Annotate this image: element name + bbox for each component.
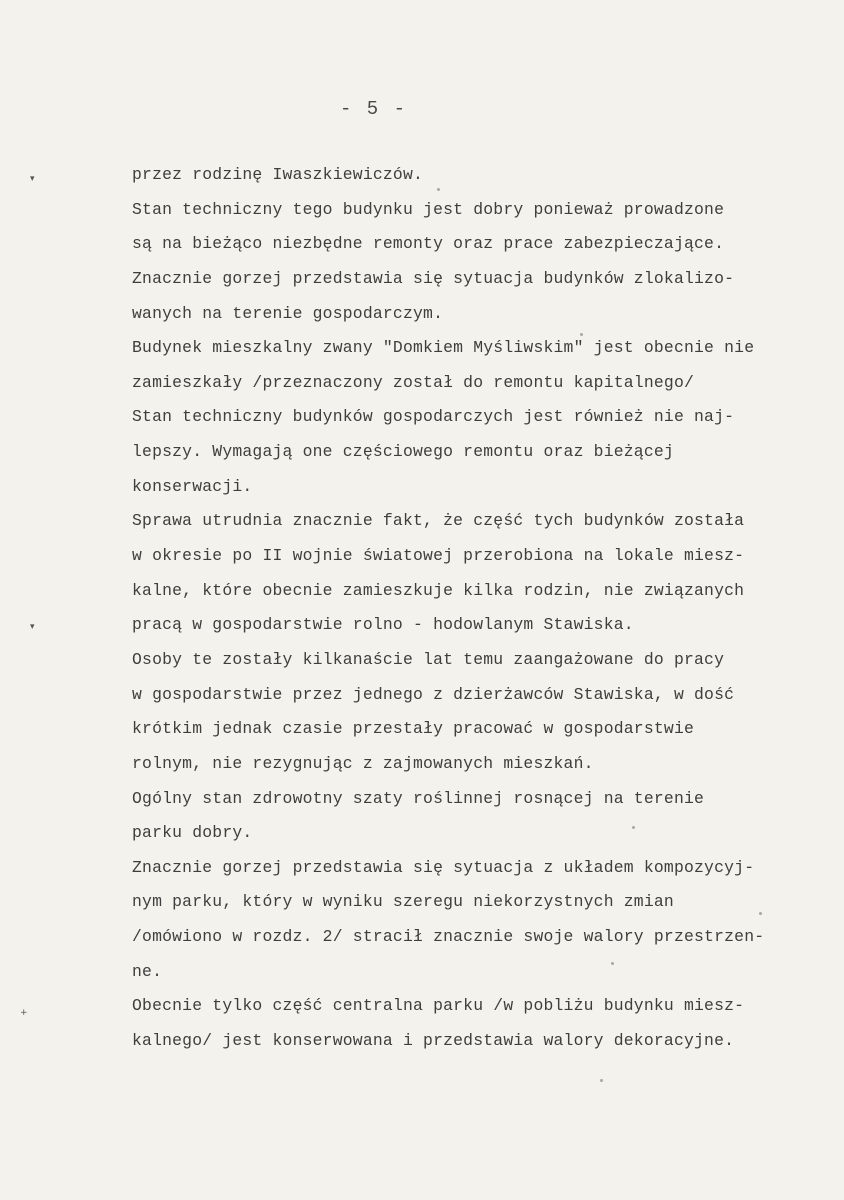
page-number: - 5 - bbox=[340, 98, 408, 120]
margin-mark: ▾ bbox=[30, 174, 35, 184]
text-line: nym parku, który w wyniku szeregu niekorzystnych zmian bbox=[132, 892, 674, 912]
speck bbox=[600, 1079, 603, 1082]
text-line: konserwacji. bbox=[132, 476, 253, 496]
text-line: Osoby te zostały kilkanaście lat temu zaangażowane do pracy bbox=[132, 649, 725, 669]
text-line: kalne, które obecnie zamieszkuje kilka rodzin, nie związanych bbox=[132, 580, 745, 600]
text-line: Znacznie gorzej przedstawia się sytuacja budynków zlokalizo- bbox=[132, 268, 735, 288]
text-line: kalnego/ jest konserwowana i przedstawia walory dekoracyjne. bbox=[132, 1031, 735, 1051]
text-line: Stan techniczny tego budynku jest dobry ponieważ prowadzone bbox=[132, 199, 725, 219]
text-line: ne. bbox=[132, 961, 163, 981]
text-line: zamieszkały /przeznaczony został do remontu kapitalnego/ bbox=[132, 372, 695, 392]
text-line: w okresie po II wojnie światowej przerobiona na lokale miesz- bbox=[132, 546, 745, 566]
text-line: Ogólny stan zdrowotny szaty roślinnej rosnącej na terenie bbox=[132, 788, 705, 808]
text-line: parku dobry. bbox=[132, 823, 253, 843]
text-line: przez rodzinę Iwaszkiewiczów. bbox=[132, 165, 424, 184]
text-line: Obecnie tylko część centralna parku /w pobliżu budynku miesz- bbox=[132, 996, 745, 1016]
text-line: Sprawa utrudnia znacznie fakt, że część tych budynków została bbox=[132, 511, 745, 531]
text-line: pracą w gospodarstwie rolno - hodowlanym Stawiska. bbox=[132, 615, 634, 635]
text-line: Budynek mieszkalny zwany "Domkiem Myśliwskim" jest obecnie nie bbox=[132, 338, 755, 358]
text-line: rolnym, nie rezygnując z zajmowanych mieszkań. bbox=[132, 753, 594, 773]
margin-mark: ▾ bbox=[30, 622, 35, 632]
text-line: w gospodarstwie przez jednego z dzierżawców Stawiska, w dość bbox=[132, 684, 735, 704]
text-line: Stan techniczny budynków gospodarczych jest również nie naj- bbox=[132, 407, 735, 427]
text-line: lepszy. Wymagają one częściowego remontu oraz bieżącej bbox=[132, 442, 674, 462]
text-line: Znacznie gorzej przedstawia się sytuacja z układem kompozycyj- bbox=[132, 857, 755, 877]
typed-text-body bbox=[132, 158, 832, 1059]
text-line: wanych na terenie gospodarczym. bbox=[132, 303, 444, 323]
text-line: krótkim jednak czasie przestały pracować w gospodarstwie bbox=[132, 719, 695, 739]
margin-mark: + bbox=[20, 1008, 28, 1018]
text-line: są na bieżąco niezbędne remonty oraz prace zabezpieczające. bbox=[132, 234, 725, 254]
text-line: /omówiono w rozdz. 2/ stracił znacznie swoje walory przestrzen- bbox=[132, 927, 765, 947]
